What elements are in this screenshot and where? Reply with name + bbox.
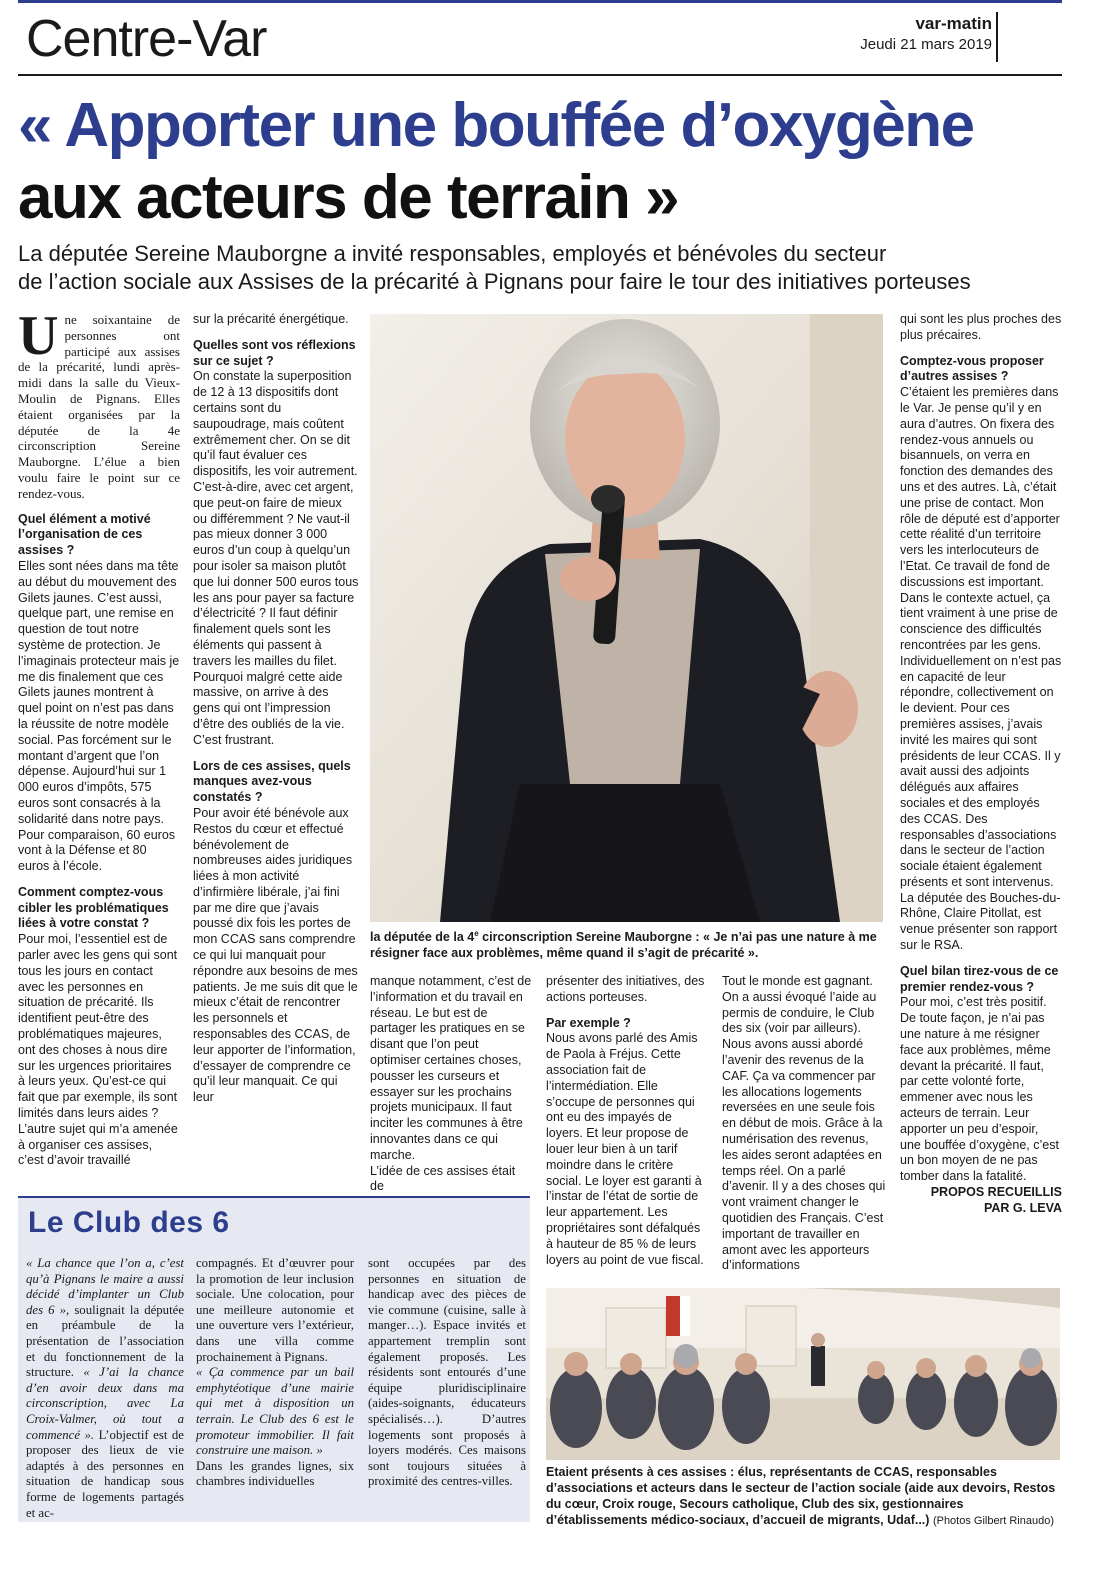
- byline-2: PAR G. LEVA: [983, 1200, 1062, 1215]
- section-title: Centre-Var: [26, 10, 267, 68]
- article-column-5: [722, 974, 886, 1274]
- answer-1: Elles sont nées dans ma tête au début du mouvement des Gilets jaunes. C’est aussi, quelque part, une remise en question de tout notre système de protection. Je l’imaginais protecteur mais je me dis finalement que ces Gilets jaunes montrent à quel point on n’est pas dans la réussite de notre modèle social. Pas forcément sur le montant d’argent que l’on dépense. Aujourd’hui sur 1 000 euros d’impôts, 575 euros sont consacrés à la solidarité dans notre pays. Pour comparaison, 60 euros vont à la Défense et 80 euros à l’école.: [18, 558, 180, 874]
- answer-continued: sur la précarité énergétique.: [193, 312, 349, 326]
- club-text-5: sont occupées par des personnes en situation de handicap avec des pièces de vie commune (cuisine, salle à manger…). Espace invités et appartement tremplin sont également proposés. Les résidents sont entourés d’une équipe pluridisciplinaire (aides-soignants, éducateurs spécialisés…). D’autres logements sont proposés à loyers modérés. Ces maisons sont toujours situées à proximité des centres-villes.: [368, 1256, 526, 1489]
- question-1: Quel élément a motivé l’organisation de ces assises ?: [18, 511, 151, 558]
- caption-text-2: circonscription Sereine Mauborgne : « Je n’ai pas une nature à me résigner face aux problèmes, même quand il s’agit de précarité ».: [370, 930, 877, 961]
- photo-credit: (Photos Gilbert Rinaudo): [932, 1515, 1054, 1527]
- caption-text-1: la députée de la 4: [370, 930, 475, 945]
- caption-superscript: e: [474, 929, 479, 938]
- club-quote-1: « La chance que l’on a, c’est qu’à Pignans le maire a aussi décidé d’implanter un Club des 6 »,: [26, 1256, 184, 1317]
- club-text-4: Dans les grandes lignes, six chambres individuelles: [196, 1458, 354, 1489]
- question-2: Comment comptez-vous cibler les problématiques liées à votre constat ?: [18, 884, 169, 931]
- answer-continued-3: qui sont les plus proches des plus précaires.: [900, 312, 1062, 342]
- article-column-6: [900, 312, 1062, 1217]
- answer-5-continued: L’idée de ces assises était de: [370, 1163, 516, 1194]
- club-column-1: [26, 1256, 184, 1521]
- main-photo-caption: [370, 926, 890, 961]
- answer-4: Pour avoir été bénévole aux Restos du cœur et effectué bénévolement de nombreuses aides juridiques liées à mon activité d’infirmière libérale, j’ai fini par me dire que j’avais poussé dix fois les portes de mon CCAS sans comprendre ce qui lui manquait pour répondre aux besoins de mes patients. Je me suis dit que le mieux c’était de rencontrer les personnels et responsables des CCAS, de leur apporter de l’information, d’essayer de comprendre ce qu’il leur manquait. Ce qui leur: [193, 805, 358, 1105]
- club-quote-3: « Ça commence par un bail emphytéotique d’une mairie qui met à disposition un terrain. Le Club des 6 est le promoteur immobilier. Il fait construire une maison. »: [196, 1365, 354, 1458]
- intro-text: ne soixantaine de personnes ont participé aux assises de la précarité, lundi après-midi dans la salle du Vieux-Moulin de Pignans. Elles étaient organisées par la députée de la 4e circonscription Sereine Mauborgne. L’élue a bien voulu faire le point sur ce rendez-vous.: [18, 312, 180, 501]
- question-3: Quelles sont vos réflexions sur ce sujet ?: [193, 337, 356, 368]
- group-photo-caption: [546, 1464, 1062, 1529]
- lede-line-2: de l’action sociale aux Assises de la précarité à Pignans pour faire le tour des initiatives porteuses: [18, 269, 971, 294]
- answer-8: Pour moi, c’est très positif. De toute façon, je n’ai pas une nature à me résigner face aux problèmes, même devant la précarité. Il faut, par cette volonté forte, emmener avec nous les acteurs de terrain. Leur apporter un peu d’espoir, une bouffée d’oxygène, c’est un bon moyen de ne pas tomber dans la fatalité.: [900, 995, 1059, 1184]
- drop-cap: U: [18, 305, 59, 367]
- club-quote-2: « J’ai la chance d’en avoir deux dans ma circonscription, avec La Croix-Valmer, où tout a commencé ».: [26, 1365, 184, 1442]
- header-vertical-rule: [996, 12, 998, 62]
- headline-line-1: « Apporter une bouffée d’oxygène: [18, 91, 974, 160]
- club-text-1: soulignait la députée en préambule de la présentation de l’association et du fonctionnement de la structure.: [26, 1302, 184, 1380]
- answer-continued-2: présenter des initiatives, des actions porteuses.: [546, 974, 705, 1004]
- top-rule: [18, 0, 1062, 3]
- answer-3: On constate la superposition de 12 à 13 dispositifs dont certains sont du saupoudrage, mais coûtent extrêmement cher. On se dit qu’il faut évaluer ces dispositifs, les voir autrement. C’est-à-dire, avec cet argent, que peut-on faire de mieux ou différemment ? Ne vaut-il pas mieux donner 3 000 euros d’un coup à quelqu’un pour isoler sa maison plutôt que lui donner 500 euros tous les ans pour payer sa facture d’électricité ? Il faut définir finalement quels sont les éléments qui passent à travers les mailles du filet. Pourquoi malgré cette aide massive, on arrive à des gens qui ont l’impression d’être des oubliés de la vie. C’est frustrant.: [193, 369, 359, 747]
- article-column-1: [18, 305, 180, 1169]
- group-caption-text: Etaient présents à ces assises : élus, représentants de CCAS, responsables d’associations et acteurs dans le secteur de l’action sociale (aide aux devoirs, Restos du cœur, Croix rouge, Secours catholique, Club des six, gestionnaires d’établissements médico-sociaux, d’accueil de migrants, Udaf...): [546, 1465, 1056, 1527]
- headline: [18, 90, 1078, 234]
- sidebar-box-title: Le Club des 6: [28, 1206, 230, 1239]
- intro-paragraph: [18, 305, 180, 502]
- answer-7: C’étaient les premières dans le Var. Je pense qu’il y en aura d’autres. On fixera des rendez-vous annuels ou bisannuels, on verra en fonction des demandes des uns et des autres. Là, c’était une prise de contact. Mon rôle de député est d’apporter cette réalité d’un territoire vers les interlocuteurs de l’Etat. Ce travail de fond de discussions est important. Dans le contexte actuel, ça tient vraiment à une prise de conscience des difficultés rencontrées par les gens. Individuellement on n’est pas en capacité de leur répondre, collectivement on le devient. Pour ces premières assises, j’avais invité les maires qui sont présidents de leur CCAS. Il y avait aussi des adjoints délégués aux affaires sociales et des employés des CCAS. Des responsables d’associations dans le secteur de l’action sociale étaient également présents et sont intervenus. La députée des Bouches-du-Rhône, Claire Pitollat, est venue présenter son rapport sur le RSA.: [900, 385, 1062, 953]
- sidebar-box-rule: [18, 1196, 530, 1198]
- answer-6: Nous avons parlé des Amis de Paola à Fréjus. Cette association fait de l’intermédiation. Elle s’occupe de personnes qui ont eu des impayés de loyers. Et leur propose de louer leur bien à un tarif moindre dans le critère social. Le loyer est garanti à l’instar de l’état de sortie de leur appartement. Les propriétaires sont défalqués à hauteur de 85 % de leurs loyers au point de vue fiscal.: [546, 1031, 704, 1267]
- answer-2: Pour moi, l’essentiel est de parler avec les gens qui sont tous les jours en contact avec les personnes en situation de précarité. Ils identifient peut-être des problématiques majeures, ont des choses à nous dire sur les urgences prioritaires à leurs yeux. Qu’est-ce qui fait que par exemple, ils sont limités dans leurs aides ? L’autre sujet qui m’a amenée à organiser ces assises, c’est d’avoir travaillé: [18, 932, 178, 1168]
- question-6: Comptez-vous proposer d’autres assises ?: [900, 353, 1044, 384]
- header-rule: [18, 74, 1062, 76]
- club-column-2: [196, 1256, 354, 1490]
- headline-line-2: aux acteurs de terrain »: [18, 163, 679, 232]
- newspaper-name: var-matin: [915, 14, 992, 33]
- question-5: Par exemple ?: [546, 1015, 631, 1030]
- article-column-4: [546, 974, 710, 1268]
- group-photo-assises-audience: [546, 1288, 1060, 1460]
- question-4: Lors de ces assises, quels manques avez-vous constatés ?: [193, 758, 351, 805]
- article-column-2: [193, 312, 359, 1106]
- publication-date: Jeudi 21 mars 2019: [860, 36, 992, 53]
- question-7: Quel bilan tirez-vous de ce premier rendez-vous ?: [900, 963, 1059, 994]
- answer-6-continued: Tout le monde est gagnant. On a aussi évoqué l’aide au permis de conduire, le Club des six (voir par ailleurs). Nous avons aussi abordé l’avenir des revenus de la CAF. Ça va commencer par les allocations logements reversées en une seule fois en début de mois. Grâce à la numérisation des revenus, les aides seront adaptées en temps réel. On a parlé d’avenir. Il y a des choses qui vont vraiment changer le quotidien des Français. C’est important de travailler en amont avec les apporteurs d’informations: [722, 974, 886, 1273]
- club-text-2: L’objectif est de proposer des lieux de vie adaptés à des personnes en situation de handicap sous forme de logements partagés et ac-: [26, 1427, 184, 1520]
- answer-5: manque notamment, c’est de l’information et du travail en réseau. Le but est de partager les pratiques en se disant que l’on peut optimiser certaines choses, pousser les curseurs et essayer sur les prochains projets municipaux. Il faut inciter les communes à être innovantes dans ce qui marche.: [370, 974, 532, 1162]
- main-photo-deputy-with-microphone: [370, 314, 883, 922]
- lede-line-1: La députée Sereine Mauborgne a invité responsables, employés et bénévoles du secteur: [18, 241, 887, 266]
- article-column-3: [370, 974, 532, 1195]
- club-text-3: compagnés. Et d’œuvrer pour la promotion de leur inclusion sociale. Une colocation, pour une meilleure autonomie et une ouverture vers l’extérieur, dans une villa comme prochainement à Pignans.: [196, 1256, 354, 1364]
- lede: [18, 240, 1078, 296]
- byline-1: PROPOS RECUEILLIS: [930, 1185, 1062, 1200]
- club-column-3: [368, 1256, 526, 1490]
